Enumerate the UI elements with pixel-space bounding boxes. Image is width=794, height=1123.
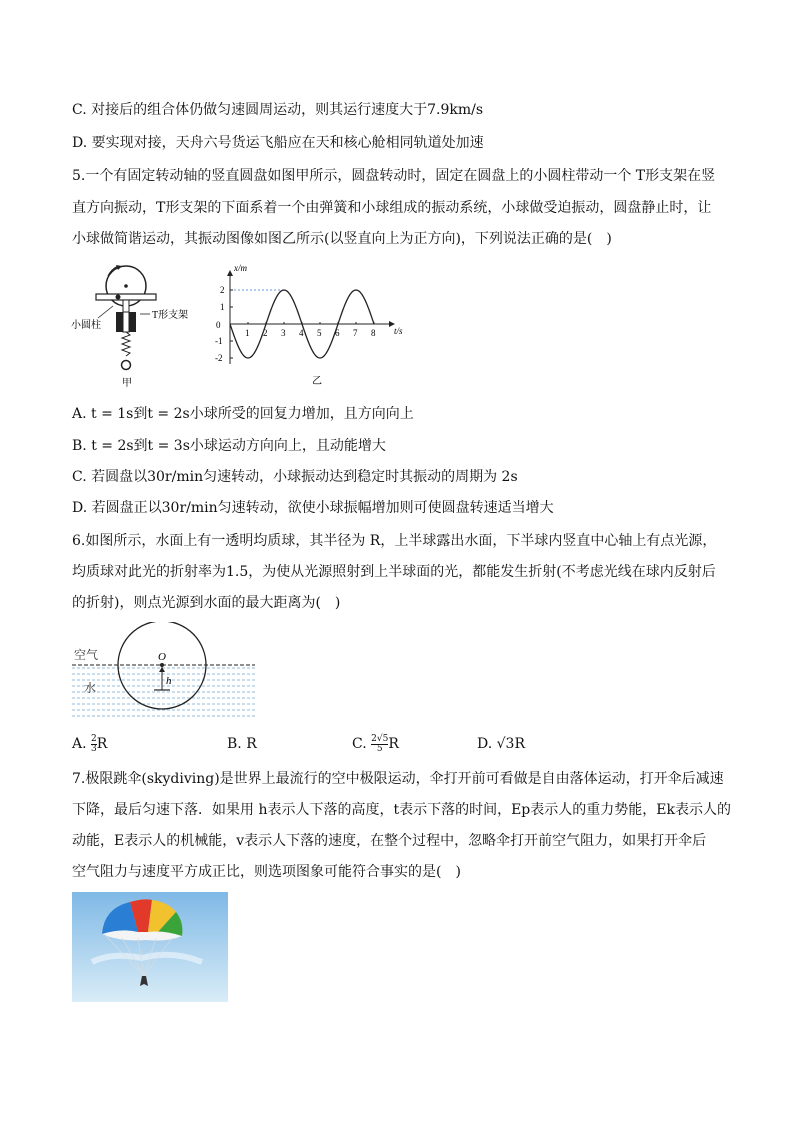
x-axis-label: t/s: [394, 326, 403, 336]
x-tick-label: 4: [299, 328, 304, 338]
q4-option-d: D. 要实现对接，天舟六号货运飞船应在天和核心舱相同轨道处加速: [72, 135, 484, 151]
q6-option-a: A. $\frac{2}{3}$ R: [72, 733, 108, 754]
x-tick-label: 5: [317, 328, 322, 338]
q5-option-a: A. t = 1s到t = 2s小球所受的回复力增加，且方向向上: [72, 406, 414, 422]
y-axis-label: x/m: [234, 263, 247, 273]
q5-stem-line-1: 5.一个有固定转动轴的竖直圆盘如图甲所示，圆盘转动时，固定在圆盘上的小圆柱带动一个 T形支架在竖: [72, 168, 716, 184]
figure-jia: [68, 262, 198, 392]
label-air: 空气: [74, 648, 99, 662]
q6-option-c: C. $\frac{2√5}{5}$ R: [352, 733, 399, 754]
caption-jia: 甲: [122, 378, 132, 389]
caption-yi: 乙: [312, 376, 322, 387]
q4-option-c: C. 对接后的组合体仍做匀速圆周运动，则其运行速度大于7.9km/s: [72, 102, 484, 118]
q7-stem-line-4: 空气阻力与速度平方成正比，则选项图象可能符合事实的是( ): [72, 864, 461, 880]
y-tick-label: 2: [220, 285, 225, 295]
q6-stem-line-2: 均质球对此光的折射率为1.5，为使从光源照射到上半球面的光，都能发生折射(不考虑光线在球内反射后: [72, 564, 716, 580]
q7-stem-line-3: 动能，E表示人的机械能，v表示人下落的速度，在整个过程中，忽略伞打开前空气阻力，如果打开伞后: [72, 833, 707, 849]
x-tick-label: 2: [263, 328, 268, 338]
ball: [122, 361, 131, 370]
label-small-cylinder: 小圆柱: [71, 320, 101, 331]
t-frame-bar: [96, 294, 156, 300]
y-tick-label: 1: [220, 302, 225, 312]
label-h: h: [166, 675, 172, 687]
q6-option-d: D. √3R: [477, 736, 525, 752]
q5-stem-line-2: 直方向振动，T形支架的下面系着一个由弹簧和小球组成的振动系统，小球做受迫振动，圆盘静止时，让: [72, 200, 712, 216]
q6-stem-line-1: 6.如图所示，水面上有一透明均质球，其半径为 R，上半球露出水面，下半球内竖直中心轴上有点光源，: [72, 533, 717, 549]
label-t-frame: T形支架: [152, 310, 189, 321]
q5-option-c: C. 若圆盘以30r/min匀速转动，小球振动达到稳定时其振动的周期为 2s: [72, 469, 518, 485]
q5-stem-line-3: 小球做简谐运动，其振动图像如图乙所示(以竖直向上为正方向)，下列说法正确的是( ): [72, 231, 612, 247]
q5-option-d: D. 若圆盘正以30r/min匀速转动，欲使小球振幅增加则可使圆盘转速适当增大: [72, 500, 554, 516]
figure-q6-sphere: [70, 622, 260, 722]
x-tick-label: 1: [245, 328, 250, 338]
q6-stem-line-3: 的折射)，则点光源到水面的最大距离为( ): [72, 595, 341, 611]
x-tick-label: 6: [335, 328, 340, 338]
y-axis-arrow: [227, 270, 233, 276]
parachute-photo: [72, 892, 228, 1002]
x-tick-label: 8: [371, 328, 376, 338]
y-tick-label: -2: [215, 353, 223, 363]
q7-stem-line-2: 下降，最后匀速下落．如果用 h表示人下落的高度，t表示下落的时间，Ep表示人的重力势能，Ek表示人的: [72, 802, 731, 818]
small-cylinder: [116, 295, 121, 300]
x-tick-label: 7: [353, 328, 358, 338]
q5-option-b: B. t = 2s到t = 3s小球运动方向向上，且动能增大: [72, 438, 386, 454]
x-tick-label: 3: [281, 328, 286, 338]
label-water: 水: [84, 681, 97, 695]
q6-option-b: B. R: [227, 736, 257, 752]
q7-stem-line-1: 7.极限跳伞(skydiving)是世界上最流行的空中极限运动，伞打开前可看做是自由落体运动，打开伞后减速: [72, 771, 724, 787]
origin-label: 0: [216, 320, 221, 330]
label-o: O: [158, 651, 166, 663]
figure-yi-chart: [208, 260, 418, 390]
y-tick-label: -1: [215, 336, 223, 346]
